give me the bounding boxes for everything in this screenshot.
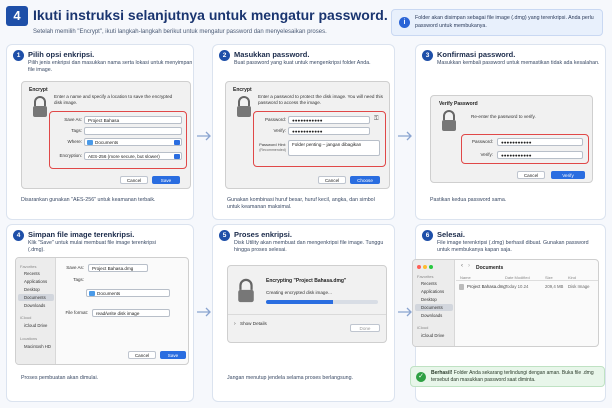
chevron-down-icon xyxy=(174,140,180,145)
step-badge: 1 xyxy=(13,50,24,61)
hint-sublabel: (Recommended) xyxy=(259,148,286,152)
hint-label: Password Hint: xyxy=(259,142,286,147)
step-title: Masukkan password. xyxy=(234,50,310,59)
sidebar-heading-favorites: Favorites xyxy=(20,264,37,269)
verify-password-dialog xyxy=(430,95,593,183)
lock-icon xyxy=(440,110,458,132)
step-caption: Jangan menutup jendela selama proses berlangsung. xyxy=(227,375,354,381)
close-window-button[interactable] xyxy=(417,265,421,269)
info-icon: i xyxy=(399,17,410,28)
sidebar-item-applications[interactable]: Applications xyxy=(24,279,48,284)
tags-label: Tags: xyxy=(73,277,84,282)
cancel-button[interactable]: Cancel xyxy=(318,176,346,184)
forward-icon[interactable]: › xyxy=(468,263,470,269)
sidebar-item-icloud-drive[interactable]: iCloud Drive xyxy=(24,323,48,328)
sidebar-item-desktop[interactable]: Desktop xyxy=(24,287,40,292)
dialog-title: Encrypt xyxy=(233,87,252,93)
verify-button[interactable]: Verify xyxy=(551,171,585,179)
save-as-label: Save As: xyxy=(64,117,82,122)
finder-window xyxy=(412,259,599,347)
step-description: Masukkan kembali password untuk memastikan tidak ada kesalahan. xyxy=(437,60,600,66)
sidebar-heading-locations: Locations xyxy=(20,336,38,341)
step-card-3 xyxy=(415,44,606,220)
step-title: Pilih opsi enkripsi. xyxy=(28,50,95,59)
sidebar-item-icloud-drive[interactable]: iCloud Drive xyxy=(421,333,445,338)
file-date: Today 10.24 xyxy=(505,284,529,289)
column-header-kind[interactable]: Kind xyxy=(568,275,577,280)
password-dialog xyxy=(225,81,390,189)
arrow-right-icon xyxy=(196,128,212,138)
verify-label: Verify: xyxy=(273,128,286,133)
dialog-prompt: Enter a password to protect the disk image. You will need this password to access the image. xyxy=(258,94,383,106)
save-button[interactable]: Save xyxy=(160,351,186,359)
hint-input[interactable]: Folder penting – jangan dibagikan xyxy=(288,140,380,156)
file-size: 209,4 MB xyxy=(545,284,564,289)
save-as-input[interactable]: Project Bahasa xyxy=(84,116,182,124)
dialog-title: Encrypt xyxy=(29,87,48,93)
verify-input[interactable]: ●●●●●●●●●●● xyxy=(497,151,583,159)
verify-input[interactable]: ●●●●●●●●●●● xyxy=(288,127,370,135)
file-format-select[interactable]: read/write disk image xyxy=(92,309,170,317)
cancel-button[interactable]: Cancel xyxy=(128,351,156,359)
column-header-size[interactable]: Size xyxy=(545,275,553,280)
sidebar-heading-icloud: iCloud xyxy=(20,315,32,320)
done-button[interactable]: Done xyxy=(350,324,380,332)
sidebar-item-desktop[interactable]: Desktop xyxy=(421,297,437,302)
encryption-value: AES-256 (more secure, but slower) xyxy=(88,154,160,159)
success-message: Folder Anda sekarang terlindungi dengan aman. Buka file .dmg tersebut dan masukkan password saat diminta. xyxy=(431,370,594,383)
cancel-button[interactable]: Cancel xyxy=(517,171,545,179)
folder-icon xyxy=(89,291,95,296)
file-row[interactable] xyxy=(456,283,599,291)
step-card-2 xyxy=(212,44,395,220)
dialog-title: Encrypting "Project Bahasa.dmg" xyxy=(266,278,347,284)
step-title: Proses enkripsi. xyxy=(234,230,292,239)
tags-label: Tags: xyxy=(71,128,82,133)
step-description: Buat password yang kuat untuk mengenkripsi folder Anda. xyxy=(234,60,371,66)
arrow-right-icon xyxy=(397,304,413,314)
step-badge: 6 xyxy=(422,230,433,241)
success-banner xyxy=(410,366,605,387)
dialog-prompt: Enter a name and specify a location to save the encrypted disk image. xyxy=(54,94,173,106)
verify-label: Verify: xyxy=(480,152,493,157)
progress-track xyxy=(266,300,378,304)
password-input[interactable]: ●●●●●●●●●●● xyxy=(288,116,370,124)
lock-icon xyxy=(31,96,49,118)
step-description: Pilih jenis enkripsi dan masukkan nama serta lokasi untuk menyimpan file image. xyxy=(28,60,193,73)
finder-path: Documents xyxy=(476,265,504,271)
password-input[interactable]: ●●●●●●●●●●● xyxy=(497,138,583,146)
dialog-title: Verify Password xyxy=(439,101,478,107)
sidebar-item-downloads[interactable]: Downloads xyxy=(421,313,443,318)
info-banner xyxy=(391,9,603,36)
step-caption: Disarankan gunakan "AES-256" untuk keamanan terbaik. xyxy=(21,197,156,203)
where-select[interactable] xyxy=(84,138,182,146)
step-caption: Pastikan kedua password sama. xyxy=(430,197,507,203)
step-card-1 xyxy=(6,44,194,220)
sidebar-heading-icloud: iCloud xyxy=(417,325,429,330)
divider xyxy=(228,314,387,315)
encryption-label: Encryption: xyxy=(59,153,82,158)
sidebar-item-macintosh-hd[interactable]: Macintosh HD xyxy=(24,344,51,349)
password-label: Password: xyxy=(471,139,493,144)
file-kind: Disk Image xyxy=(568,284,590,289)
step-badge: 5 xyxy=(219,230,230,241)
folder-value: Documents xyxy=(97,291,121,296)
step-title: Selesai. xyxy=(437,230,465,239)
progress-status: Creating encrypted disk image... xyxy=(266,290,332,295)
dialog-prompt: Re-enter the password to verify. xyxy=(471,114,536,119)
page-title: Ikuti instruksi selanjutnya untuk mengatur password. xyxy=(33,7,388,23)
step-description: Klik "Save" untuk mulai membuat file image terenkripsi (.dmg). xyxy=(28,240,156,253)
disk-image-icon xyxy=(459,284,464,290)
success-bold: Berhasil! xyxy=(431,370,453,376)
sidebar-item-applications[interactable]: Applications xyxy=(421,289,445,294)
step-card-5 xyxy=(212,224,395,402)
step-title: Simpan file image terenkripsi. xyxy=(28,230,135,239)
sidebar-heading-favorites: Favorites xyxy=(417,274,434,279)
encrypt-dialog xyxy=(21,81,191,189)
step-description: Disk Utility akan membuat dan mengenkripsi file image. Tunggu hingga proses selesai. xyxy=(234,240,384,253)
step-caption: Gunakan kombinasi huruf besar, huruf kecil, angka, dan simbol untuk keamanan maksimal. xyxy=(227,197,375,210)
choose-button[interactable]: Choose xyxy=(350,176,380,184)
where-value: Documents xyxy=(95,140,119,145)
success-text xyxy=(431,370,603,384)
back-icon[interactable]: ‹ xyxy=(461,263,463,269)
sidebar-item-downloads[interactable]: Downloads xyxy=(24,303,46,308)
step-badge: 3 xyxy=(422,50,433,61)
minimize-window-button[interactable] xyxy=(423,265,427,269)
step-badge: 2 xyxy=(219,50,230,61)
sidebar-item-recents[interactable]: Recents xyxy=(24,271,40,276)
progress-dialog xyxy=(227,265,387,343)
checkmark-icon: ✓ xyxy=(416,372,426,382)
step-caption: Proses pembuatan akan dimulai. xyxy=(21,375,99,381)
step-card-4 xyxy=(6,224,194,402)
arrow-right-icon xyxy=(196,304,212,314)
page-subtitle: Setelah memilih "Encrypt", ikuti langkah-langkah berikut untuk mengatur password dan menyelesaikan proses. xyxy=(33,29,327,35)
info-text: Folder akan disimpan sebagai file image (.dmg) yang terenkripsi. Anda perlu password untuk membukanya. xyxy=(415,15,594,29)
zoom-window-button[interactable] xyxy=(429,265,433,269)
lock-icon xyxy=(235,96,253,118)
where-label: Where: xyxy=(67,139,82,144)
sidebar-item-documents[interactable]: Documents xyxy=(421,305,443,310)
save-as-label: Save As: xyxy=(66,265,84,270)
arrow-right-icon xyxy=(397,128,413,138)
tags-input[interactable] xyxy=(84,127,182,135)
sidebar-item-recents[interactable]: Recents xyxy=(421,281,437,286)
save-dialog xyxy=(15,257,189,365)
page-header xyxy=(6,6,401,40)
chevron-down-icon xyxy=(174,154,180,159)
show-details-toggle[interactable]: Show Details xyxy=(240,321,267,326)
column-header-date[interactable]: Date Modified xyxy=(505,275,530,280)
save-as-input[interactable]: Project Bahasa.dmg xyxy=(88,264,148,272)
save-button[interactable]: Save xyxy=(152,176,180,184)
step-title: Konfirmasi password. xyxy=(437,50,516,59)
file-format-label: File format: xyxy=(65,310,88,315)
step-description: File image terenkripsi (.dmg) berhasil dibuat. Gunakan password untuk membukanya kapan saja. xyxy=(437,240,589,253)
lock-icon xyxy=(236,278,256,304)
sidebar-item-documents[interactable]: Documents xyxy=(24,295,46,300)
folder-icon xyxy=(87,140,93,145)
file-name: Project Bahasa.dmg xyxy=(467,284,506,289)
progress-fill xyxy=(266,300,333,304)
column-header-name[interactable]: Name xyxy=(460,275,471,280)
folder-select[interactable] xyxy=(86,289,170,297)
encryption-select[interactable] xyxy=(84,152,182,160)
step-number-badge: 4 xyxy=(6,6,28,26)
step-badge: 4 xyxy=(13,230,24,241)
password-label: Password: xyxy=(264,117,286,122)
cancel-button[interactable]: Cancel xyxy=(120,176,148,184)
key-icon[interactable]: ⚿ xyxy=(374,116,379,122)
chevron-right-icon[interactable]: › xyxy=(234,321,236,327)
